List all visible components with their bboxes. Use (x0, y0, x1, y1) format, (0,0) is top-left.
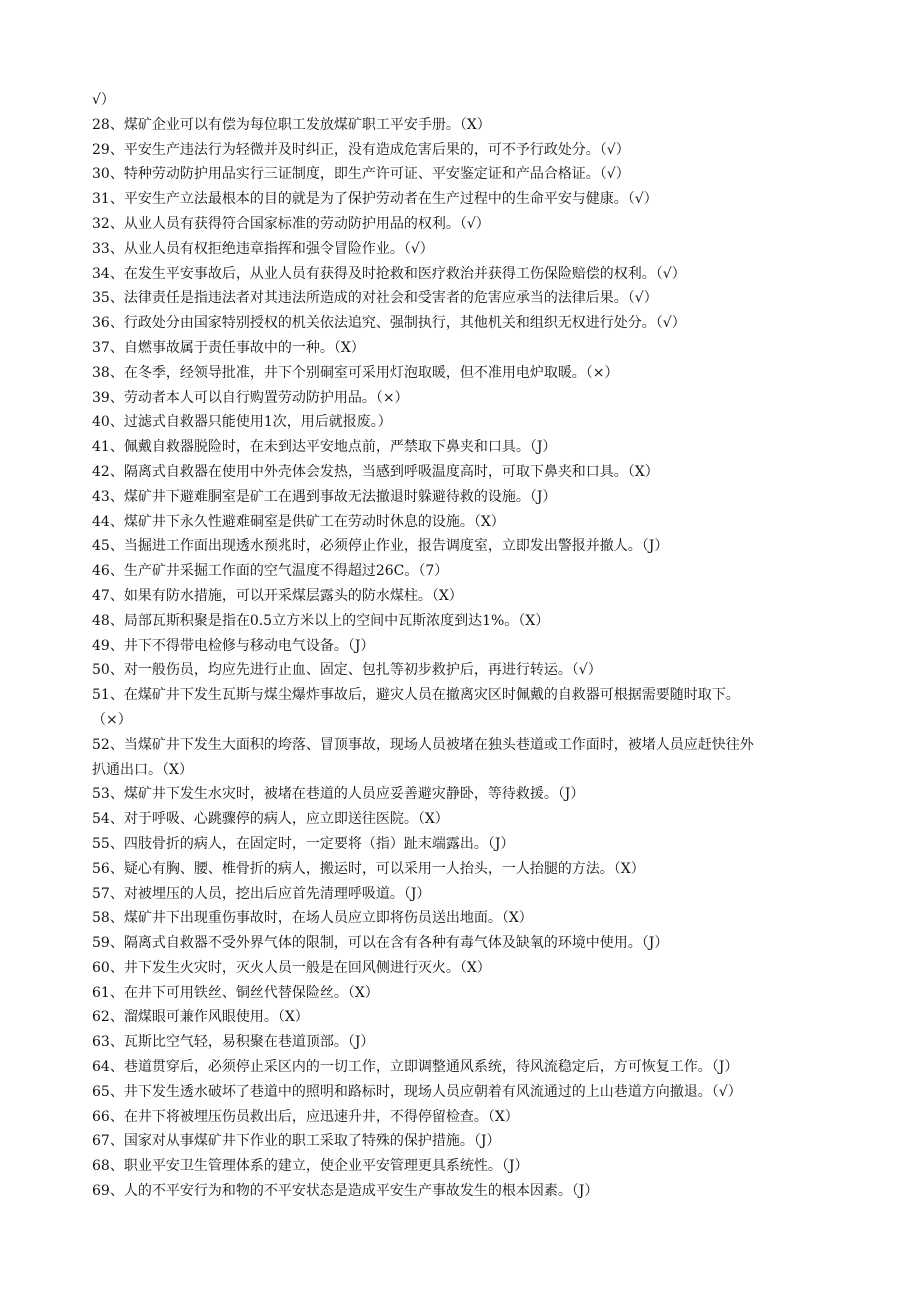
question-33: 33、从业人员有权拒绝违章指挥和强令冒险作业。（√） (92, 240, 434, 257)
question-46: 46、生产矿井采掘工作面的空气温度不得超过26C。（7） (92, 563, 449, 580)
question-40: 40、过滤式自救器只能使用1次，用后就报废。） (92, 414, 392, 431)
question-51-continued: （×） (92, 711, 132, 728)
question-60: 60、井下发生火灾时，灭火人员一般是在回风侧进行灭火。（X） (92, 959, 491, 976)
question-44: 44、煤矿井下永久性避难硐室是供矿工在劳动时休息的设施。（X） (92, 513, 505, 530)
question-30: 30、特种劳动防护用品实行三证制度，即生产许可证、平安鉴定证和产品合格证。（√） (92, 166, 630, 183)
question-29: 29、平安生产违法行为轻微并及时纠正，没有造成危害后果的，可不予行政处分。（√） (92, 141, 630, 158)
question-62: 62、溜煤眼可兼作风眼使用。（X） (92, 1009, 309, 1026)
question-66: 66、在井下将被埋压伤员救出后，应迅速升井，不得停留检查。（X） (92, 1108, 519, 1125)
question-49: 49、井下不得带电检修与移动电气设备。（J） (92, 637, 375, 654)
question-55: 55、四肢骨折的病人，在固定时，一定要将（指）趾末端露出。（J） (92, 835, 515, 852)
question-51: 51、在煤矿井下发生瓦斯与煤尘爆炸事故后，避灾人员在撤离灾区时佩戴的自救器可根据需要随时取下。 (92, 687, 740, 704)
question-28: 28、煤矿企业可以有偿为每位职工发放煤矿职工平安手册。（X） (92, 116, 491, 133)
question-65: 65、井下发生透水破坏了巷道中的照明和路标时，现场人员应朝着有风流通过的上山巷道方向撤退。（√） (92, 1083, 742, 1100)
question-31: 31、平安生产立法最根本的目的就是为了保护劳动者在生产过程中的生命平安与健康。（√） (92, 191, 658, 208)
text-line: √） (92, 92, 115, 108)
question-47: 47、如果有防水措施，可以开采煤层露头的防水煤柱。（X） (92, 587, 463, 604)
question-34: 34、在发生平安事故后，从业人员有获得及时抢救和医疗救治并获得工伤保险赔偿的权利。（√） (92, 265, 686, 282)
question-52-continued: 扒通出口。（X） (92, 761, 193, 778)
question-59: 59、隔离式自救器不受外界气体的限制，可以在含有各种有毒气体及缺氧的环境中使用。（J） (92, 935, 669, 952)
question-39: 39、劳动者本人可以自行购置劳动防护用品。（×） (92, 389, 409, 406)
question-67: 67、国家对从事煤矿井下作业的职工采取了特殊的保护措施。（J） (92, 1133, 501, 1150)
question-57: 57、对被埋压的人员，挖出后应首先清理呼吸道。（J） (92, 885, 431, 902)
question-35: 35、法律责任是指违法者对其违法所造成的对社会和受害者的危害应承当的法律后果。（√） (92, 290, 658, 307)
question-63: 63、瓦斯比空气轻，易积聚在巷道顶部。（J） (92, 1034, 375, 1051)
question-52: 52、当煤矿井下发生大面积的垮落、冒顶事故，现场人员被堵在独头巷道或工作面时，被堵人员应赶快往外 (92, 736, 754, 753)
question-36: 36、行政处分由国家特别授权的机关依法追究、强制执行，其他机关和组织无权进行处分。（√） (92, 315, 686, 332)
question-48: 48、局部瓦斯积聚是指在0.5立方米以上的空间中瓦斯浓度到达1%。（X） (92, 612, 550, 629)
question-69: 69、人的不平安行为和物的不平安状态是造成平安生产事故发生的根本因素。（J） (92, 1183, 599, 1200)
question-32: 32、从业人员有获得符合国家标准的劳动防护用品的权利。（√） (92, 215, 490, 232)
question-43: 43、煤矿井下避难胴室是矿工在遇到事故无法撤退时躲避待救的设施。（J） (92, 488, 557, 505)
question-56: 56、疑心有胸、腰、椎骨折的病人，搬运时，可以采用一人抬头，一人抬腿的方法。（X） (92, 860, 645, 877)
question-42: 42、隔离式自救器在使用中外壳体会发热，当感到呼吸温度高时，可取下鼻夹和口具。（X） (92, 463, 659, 480)
question-54: 54、对于呼吸、心跳骤停的病人，应立即送往医院。（X） (92, 811, 449, 828)
question-38: 38、在冬季，经领导批准，井下个别硐室可采用灯泡取暖，但不准用电炉取暖。（×） (92, 364, 619, 381)
question-37: 37、自燃事故属于责任事故中的一种。（X） (92, 339, 365, 356)
question-41: 41、佩戴自救器脱险时，在未到达平安地点前，严禁取下鼻夹和口具。（J） (92, 439, 557, 456)
question-61: 61、在井下可用铁丝、铜丝代替保险丝。（X） (92, 984, 379, 1001)
question-45: 45、当掘进工作面出现透水预兆时，必须停止作业，报告调度室，立即发出警报并撤人。（J） (92, 538, 669, 555)
question-68: 68、职业平安卫生管理体系的建立，使企业平安管理更具系统性。（J） (92, 1158, 529, 1175)
question-64: 64、巷道贯穿后，必须停止采区内的一切工作，立即调整通风系统，待风流稳定后，方可恢复工作。（J） (92, 1059, 739, 1076)
question-53: 53、煤矿井下发生水灾时，被堵在巷道的人员应妥善避灾静卧，等待救援。（J） (92, 786, 585, 803)
question-58: 58、煤矿井下出现重伤事故时，在场人员应立即将伤员送出地面。（X） (92, 910, 533, 927)
question-50: 50、对一般伤员，均应先进行止血、固定、包扎等初步救护后，再进行转运。（√） (92, 662, 602, 679)
question-list (92, 88, 832, 1204)
